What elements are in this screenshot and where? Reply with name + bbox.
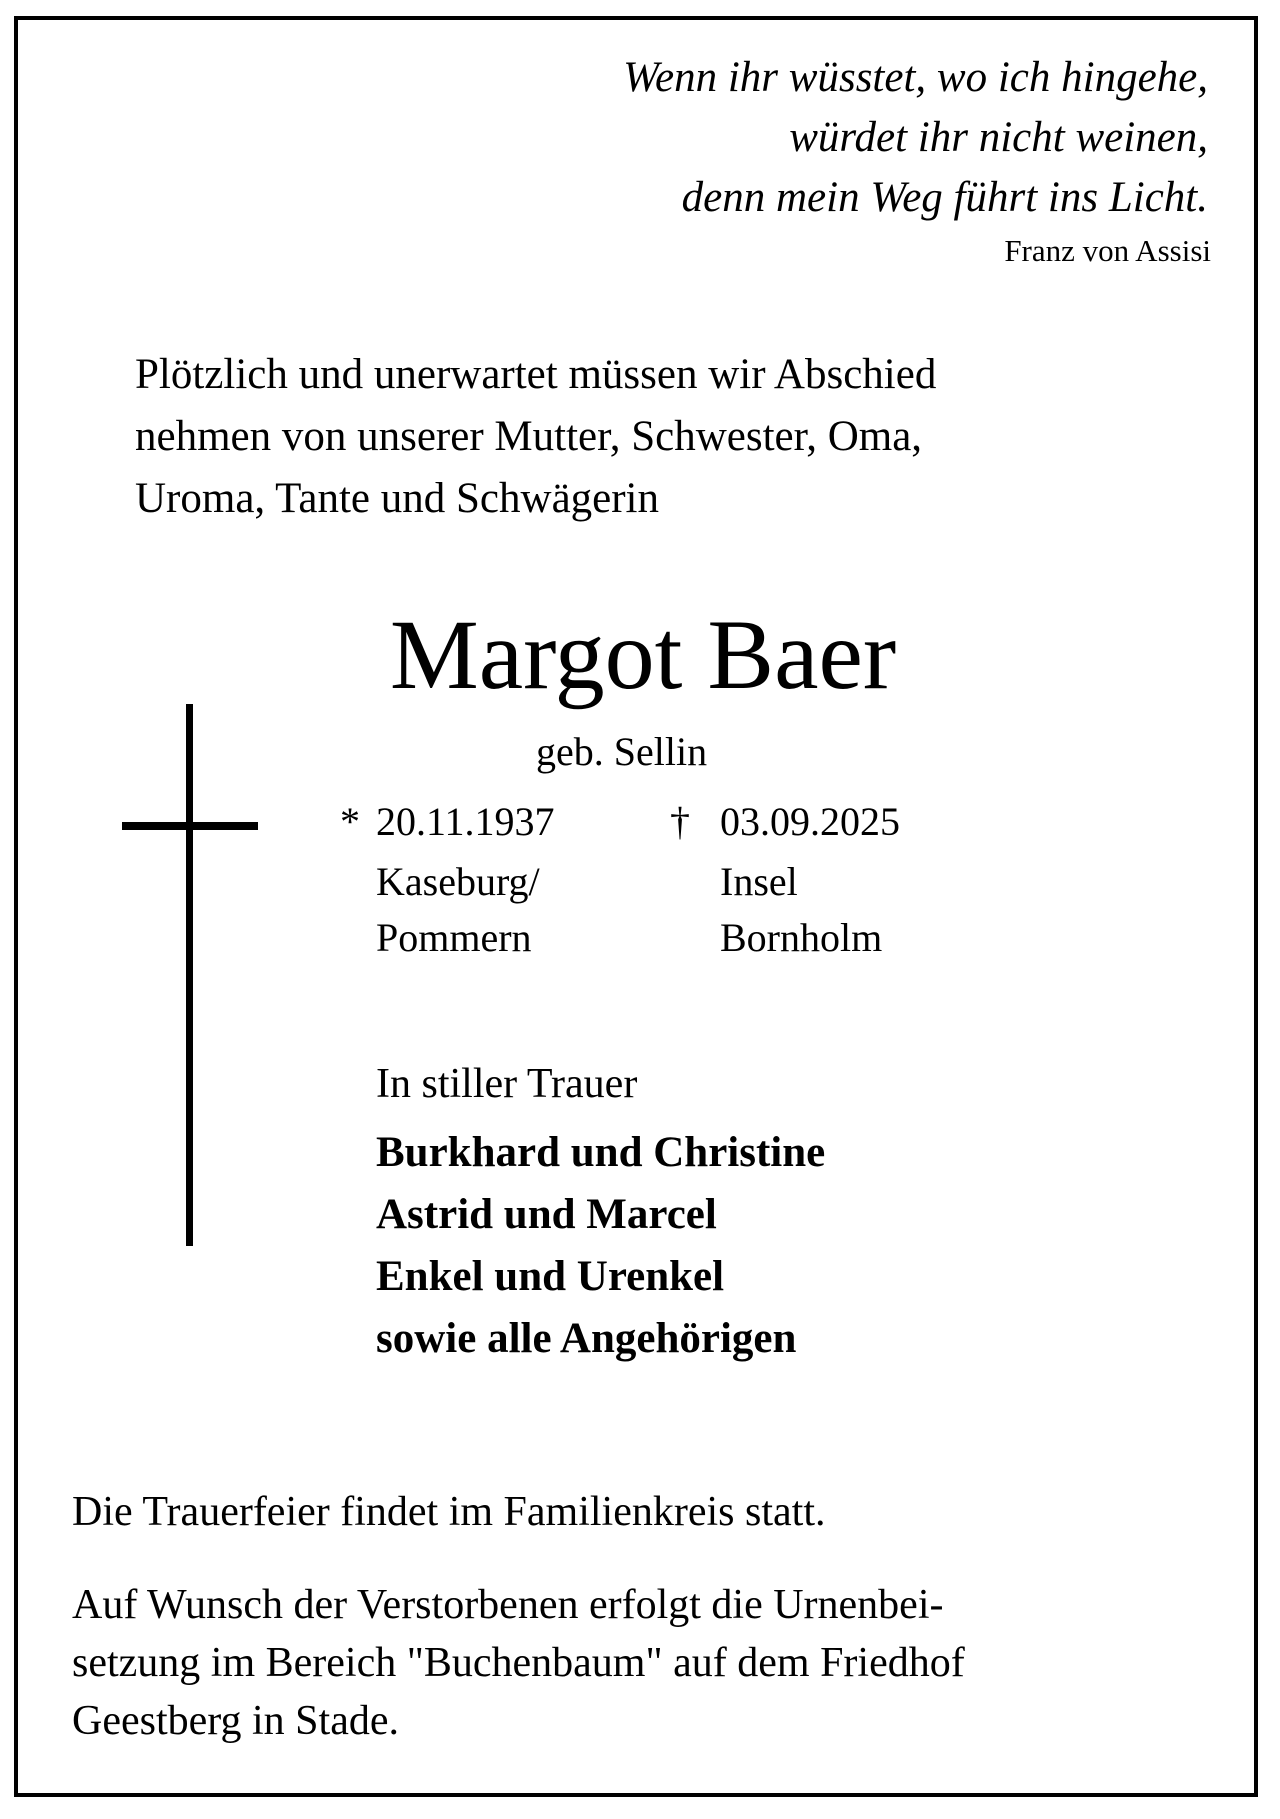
- maiden-name: geb. Sellin: [536, 729, 708, 774]
- urn-notice-line: setzung im Bereich "Buchenbaum" auf dem Friedhof: [72, 1640, 965, 1686]
- birth-date: 20.11.1937: [376, 799, 555, 844]
- death-date: 03.09.2025: [720, 799, 900, 844]
- death-place-line: Insel: [720, 859, 798, 904]
- family-list: [376, 1122, 825, 1370]
- family-member: sowie alle Angehörigen: [376, 1315, 797, 1362]
- quote-line: Wenn ihr wüsstet, wo ich hingehe,: [623, 54, 1208, 101]
- death-symbol: †: [670, 799, 690, 844]
- family-member: Astrid und Marcel: [376, 1191, 717, 1238]
- deceased-name-text: Margot Baer: [389, 599, 897, 710]
- funeral-notice: Die Trauerfeier findet im Familienkreis statt.: [72, 1489, 826, 1535]
- birth-place-line: Pommern: [376, 915, 532, 960]
- cross-icon: [186, 704, 193, 1246]
- urn-notice: [72, 1576, 965, 1750]
- deceased-name: [0, 600, 1280, 710]
- urn-notice-line: Geestberg in Stade.: [72, 1698, 399, 1744]
- cross-icon-bar: [122, 822, 258, 830]
- birth-symbol: *: [340, 799, 360, 844]
- intro-line: nehmen von unserer Mutter, Schwester, Oma,: [135, 413, 923, 460]
- death-place-line: Bornholm: [720, 915, 883, 960]
- quote: [623, 48, 1208, 228]
- intro-line: Plötzlich und unerwartet müssen wir Abschied: [135, 351, 937, 398]
- family-member: Enkel und Urenkel: [376, 1253, 725, 1300]
- quote-author: Franz von Assisi: [1004, 233, 1211, 268]
- quote-line: denn mein Weg führt ins Licht.: [681, 174, 1208, 221]
- urn-notice-line: Auf Wunsch der Verstorbenen erfolgt die Urnenbei-: [72, 1582, 944, 1628]
- mourning-heading: In stiller Trauer: [376, 1061, 638, 1107]
- family-member: Burkhard und Christine: [376, 1129, 826, 1176]
- quote-line: würdet ihr nicht weinen,: [789, 114, 1208, 161]
- intro-text: [135, 344, 936, 530]
- intro-line: Uroma, Tante und Schwägerin: [135, 475, 659, 522]
- birth-place-line: Kaseburg/: [376, 859, 540, 904]
